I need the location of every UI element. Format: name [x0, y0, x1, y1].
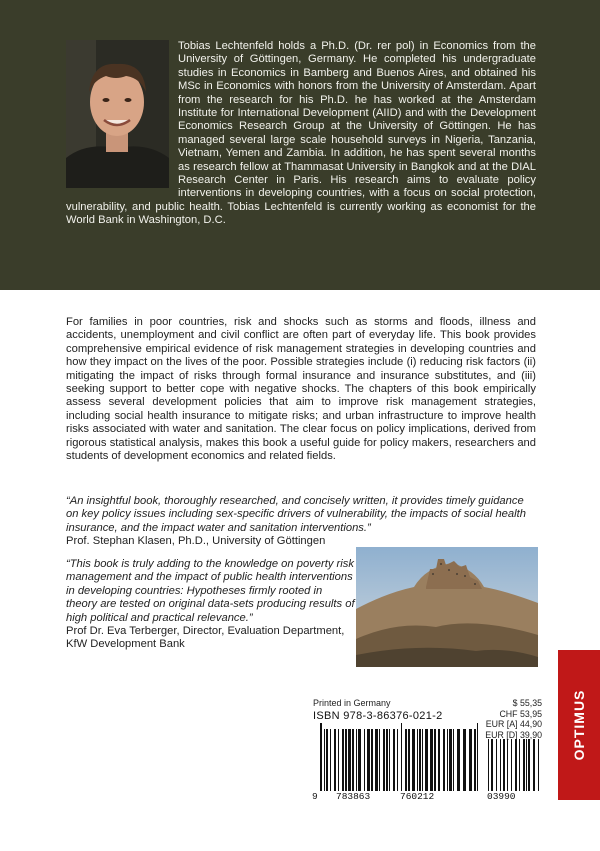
review-quote-2-text: “This book is truly adding to the knowledge on poverty risk management and the impact of public health interventions in developing countries: Hypotheses firmly rooted in theory are tested on original data-sets producing results of high political and practical relevance.” [66, 558, 355, 624]
barcode-digits-left: 783863 [336, 791, 371, 802]
barcode-digits-right: 760212 [400, 791, 435, 802]
cover-landscape-photo [356, 547, 538, 667]
book-description: For families in poor countries, risk and shocks such as storms and floods, illness and accidents, unemployment and civil conflict are often part of everyday life. This book provides comprehensive empirical evidence of risk management strategies in developing countries and how they impact on the lives of the poor. Possible strategies include (i) reducing risk factors (ii) mitigating the impact of risks through formal insurance and insurance substitutes, and (iii) seeking support to better cope with negative shocks. The chapters of this book empirically assess several development policies that aim to improve risk management strategies, including social health insurance to mitigate risks; and urban infrastructure to improve health risks associated with water and sanitation. The clear focus on policy implications, derived from rigorous statistical analysis, makes this book a useful guide for policy makers, researchers and students of development economics and related fields. [66, 316, 536, 463]
publisher-logo [558, 650, 600, 800]
author-bio-text: Tobias Lechtenfeld holds a Ph.D. (Dr. rer pol) in Economics from the University of Göttingen, Germany. He completed his undergraduate studies in Economics in Bamberg and Buenos Aires, and obtained his MSc in Economics with honors from the University of Amsterdam. Apart from the research for his Ph.D. he has worked at the Amsterdam Institute for International Development (AIID) and with the Development Economics Research Group at the University of Göttingen. He has managed several large scale household surveys in Nigeria, Tanzania, Vietnam, Yemen and Zambia. In addition, he has spent several months as research fellow at Thammasat University in Bangkok and at the DIAL Research Center in Paris. His research aims to evaluate policy interventions in developing countries, with a focus on social protection, vulnerability, and public health. Tobias Lechtenfeld is currently working as economist for the World Bank in Washington, D.C. [66, 40, 536, 227]
printed-in-label: Printed in Germany [313, 698, 391, 708]
review-quote-2 [66, 558, 356, 652]
barcode-digit-prefix: 9 [312, 791, 318, 802]
review-quote-2-attribution: Prof Dr. Eva Terberger, Director, Evaluation Department, KfW Development Bank [66, 625, 345, 651]
publisher-name: OPTIMUS [571, 689, 587, 761]
barcode-digits-addon: 03990 [487, 791, 516, 802]
price-eur-d: EUR [D] 39,90 [485, 729, 542, 740]
review-quote-1-text: “An insightful book, thoroughly researched, and concisely written, it provides timely guidance on key policy issues including sex-specific drivers of vulnerability, the impacts of social health insurance, and the impact water and sanitation interventions.” [66, 495, 526, 534]
author-bio [66, 40, 536, 228]
price-usd: $ 55,35 [512, 698, 542, 708]
isbn-text: ISBN 978-3-86376-021-2 [313, 710, 443, 722]
review-quote-1-attribution: Prof. Stephan Klasen, Ph.D., University of Göttingen [66, 535, 326, 548]
price-eur-a: EUR [A] 44,90 [485, 719, 542, 729]
barcode-bars [310, 723, 542, 791]
price-chf: CHF 53,95 [499, 708, 542, 719]
review-quote-1 [66, 495, 536, 549]
